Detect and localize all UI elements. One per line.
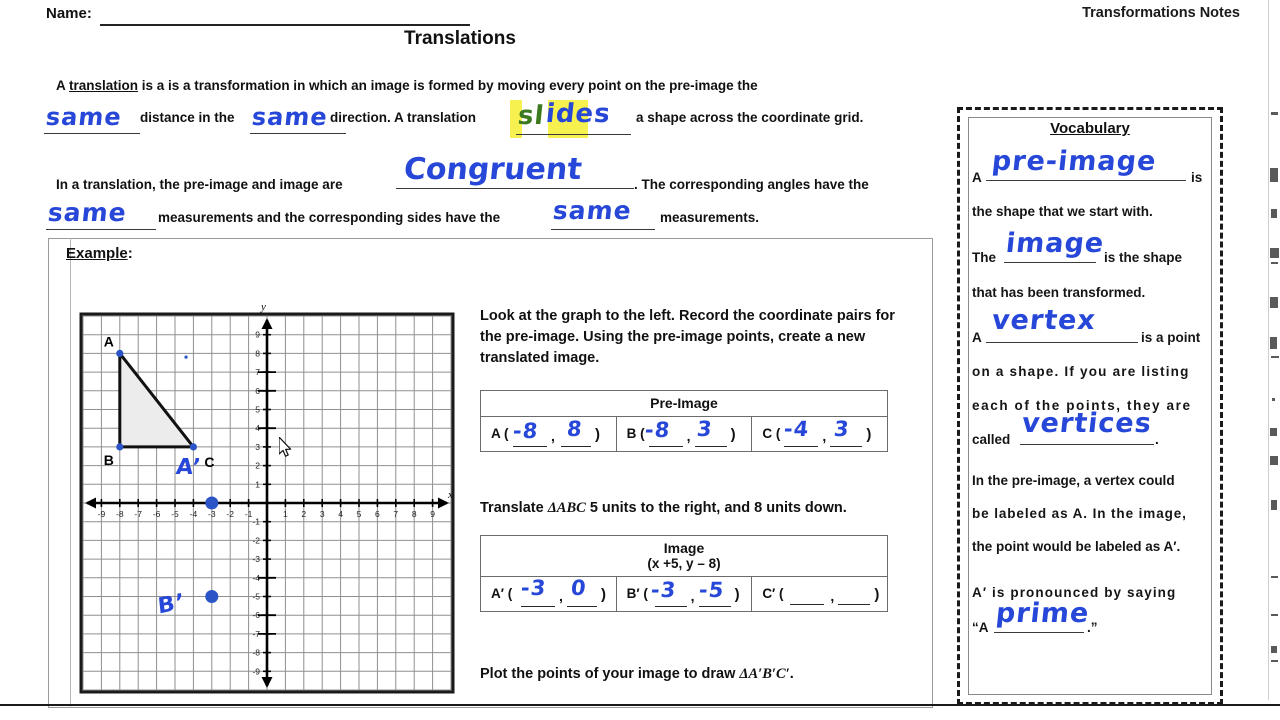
instr2-math: ΔABC bbox=[547, 500, 586, 516]
preimage-a-y-blank bbox=[561, 445, 591, 447]
handwritten-blank-same-1: same bbox=[44, 103, 124, 131]
handwritten-vocab-vertices: vertices bbox=[1020, 408, 1154, 439]
preimage-b-x-blank bbox=[649, 445, 683, 447]
vocab-blank-rule-3 bbox=[986, 342, 1138, 343]
name-blank-line bbox=[100, 24, 470, 26]
translation-underlined-word: translation bbox=[69, 78, 139, 93]
vocabulary-title-text: Vocabulary bbox=[1050, 120, 1130, 137]
vocabulary-title bbox=[957, 120, 1223, 137]
image-table-header-main: Image bbox=[663, 540, 705, 556]
svg-text:-6: -6 bbox=[252, 610, 260, 621]
handwritten-vocab-image: image bbox=[1004, 228, 1106, 259]
preimage-a-x-value: -8 bbox=[511, 419, 540, 443]
coordinate-graph-svg bbox=[78, 300, 456, 695]
blank-rule-1 bbox=[44, 133, 140, 134]
preimage-cell-c[interactable] bbox=[752, 417, 888, 452]
svg-text:3: 3 bbox=[319, 509, 325, 519]
svg-text:3: 3 bbox=[255, 441, 260, 452]
handwritten-blank-slides-blue: ides bbox=[544, 99, 613, 129]
vocab-line8-pre: called bbox=[972, 432, 1011, 447]
image-b-prime-y-blank bbox=[699, 605, 731, 607]
image-c-prime-y-blank bbox=[838, 603, 870, 605]
example-left-margin-rule bbox=[70, 238, 71, 708]
preimage-c-close-paren: ) bbox=[866, 426, 872, 443]
svg-text:8: 8 bbox=[411, 509, 417, 519]
preimage-c-comma: , bbox=[822, 428, 827, 444]
mouse-cursor bbox=[279, 437, 293, 457]
vocab-blank-rule-5 bbox=[994, 632, 1084, 633]
vocab-line8-post: . bbox=[1155, 432, 1159, 447]
svg-text:2: 2 bbox=[255, 460, 260, 471]
preimage-c-label: C ( bbox=[762, 426, 781, 441]
image-a-prime-y-value: 0 bbox=[569, 576, 588, 600]
svg-text:-7: -7 bbox=[134, 509, 142, 519]
svg-text:7: 7 bbox=[255, 367, 260, 378]
image-b-prime-x-blank bbox=[655, 605, 687, 607]
image-cell-c-prime[interactable] bbox=[752, 577, 888, 612]
para2-line1-post: . The corresponding angles have the bbox=[634, 177, 869, 192]
svg-text:2: 2 bbox=[301, 509, 307, 519]
preimage-c-y-blank bbox=[830, 445, 862, 447]
name-label: Name: bbox=[46, 5, 92, 22]
vocab-line1-pre: A bbox=[972, 170, 982, 185]
vocab-line2: the shape that we start with. bbox=[972, 204, 1153, 219]
svg-text:-8: -8 bbox=[252, 647, 260, 658]
intro-line1-post: is a is a transformation in which an image is formed by moving every point on the pre-image the bbox=[138, 78, 758, 93]
blank-rule-2 bbox=[250, 133, 346, 134]
adjacent-page-sliver bbox=[1268, 0, 1280, 700]
svg-text:-2: -2 bbox=[252, 535, 260, 546]
image-b-prime-y-value: -5 bbox=[697, 578, 726, 602]
svg-text:7: 7 bbox=[393, 509, 399, 519]
image-a-prime-comma: , bbox=[559, 588, 563, 604]
svg-text:6: 6 bbox=[375, 509, 380, 519]
svg-text:5: 5 bbox=[356, 509, 362, 519]
instr2-pre: Translate bbox=[480, 500, 548, 516]
preimage-a-x-blank bbox=[513, 445, 547, 447]
para2-line1-pre: In a translation, the pre-image and image are bbox=[56, 177, 343, 192]
svg-text:-3: -3 bbox=[208, 509, 216, 519]
vocab-line5-pre: A bbox=[972, 330, 982, 345]
instructions-paragraph-1: Look at the graph to the left. Record the coordinate pairs for the pre-image. Using the pre-image points, create a new translated image. bbox=[480, 308, 895, 366]
preimage-c-x-blank bbox=[784, 445, 818, 447]
svg-text:-3: -3 bbox=[252, 554, 260, 565]
intro-line2-mid-2: direction. A translation bbox=[330, 110, 477, 125]
vocab-blank-rule-2 bbox=[1004, 262, 1096, 263]
x-axis-label: x bbox=[448, 489, 453, 501]
preimage-cell-a[interactable] bbox=[481, 417, 617, 452]
preimage-a-label: A ( bbox=[491, 426, 509, 441]
preimage-b-y-value: 3 bbox=[695, 417, 714, 441]
page-bottom-divider bbox=[0, 704, 1280, 706]
instr2-post: 5 units to the right, and 8 units down. bbox=[585, 500, 847, 516]
para2-line2-mid: measurements and the corresponding sides have the bbox=[158, 210, 501, 225]
para2-line2-end: measurements. bbox=[660, 210, 760, 225]
svg-text:-5: -5 bbox=[252, 591, 260, 602]
vocab-line1-post: is bbox=[1191, 170, 1203, 185]
preimage-table bbox=[480, 390, 888, 452]
svg-text:8: 8 bbox=[255, 348, 260, 359]
image-b-prime-label: B′ ( bbox=[626, 586, 648, 601]
instructions-paragraph-2 bbox=[480, 500, 847, 517]
svg-text:-1: -1 bbox=[252, 516, 260, 527]
table-header-row bbox=[481, 391, 888, 417]
handwritten-blank-same-3: same bbox=[46, 198, 129, 227]
vocab-line5-post: is a point bbox=[1141, 330, 1201, 345]
blank-rule-5 bbox=[46, 229, 156, 230]
svg-text:B: B bbox=[103, 451, 114, 468]
preimage-b-x-value: -8 bbox=[643, 418, 672, 442]
svg-text:-8: -8 bbox=[116, 509, 124, 519]
handwritten-vocab-vertex: vertex bbox=[990, 305, 1098, 336]
intro-line2-end: a shape across the coordinate grid. bbox=[636, 110, 864, 125]
preimage-b-close-paren: ) bbox=[730, 426, 736, 443]
handwritten-blank-same-4: same bbox=[551, 196, 634, 225]
image-a-prime-close-paren: ) bbox=[601, 586, 606, 603]
vocab-line7: each of the points, they are bbox=[972, 398, 1192, 413]
vocab-line3-pre: The bbox=[972, 250, 997, 265]
preimage-b-y-blank bbox=[695, 445, 727, 447]
svg-text:9: 9 bbox=[255, 329, 260, 340]
svg-text:5: 5 bbox=[255, 404, 260, 415]
vocab-line10: be labeled as A. In the image, bbox=[972, 506, 1187, 521]
image-table bbox=[480, 535, 888, 612]
instructions-paragraph-3 bbox=[480, 666, 794, 683]
vocab-line3-post: is the shape bbox=[1104, 250, 1183, 265]
handwritten-label-a-prime: A’ bbox=[174, 455, 203, 480]
svg-text:-2: -2 bbox=[226, 509, 234, 519]
svg-text:-7: -7 bbox=[252, 628, 260, 639]
image-a-prime-y-blank bbox=[567, 605, 597, 607]
image-cell-b-prime[interactable] bbox=[616, 577, 752, 612]
image-a-prime-x-value: -3 bbox=[519, 576, 548, 600]
page-title: Translations bbox=[404, 28, 516, 49]
image-b-prime-close-paren: ) bbox=[734, 586, 740, 603]
preimage-b-label: B ( bbox=[626, 426, 645, 441]
instr3-math: ΔA′B′C′ bbox=[739, 666, 790, 682]
handwritten-vocab-prime: prime bbox=[994, 598, 1091, 629]
image-c-prime-comma: , bbox=[830, 588, 835, 604]
preimage-a-comma: , bbox=[551, 428, 555, 444]
image-b-prime-comma: , bbox=[690, 588, 695, 604]
instr3-pre: Plot the points of your image to draw bbox=[480, 666, 740, 682]
svg-text:4: 4 bbox=[255, 423, 260, 434]
handwritten-blank-same-2: same bbox=[250, 103, 330, 131]
image-cell-a-prime[interactable] bbox=[481, 577, 617, 612]
svg-text:1: 1 bbox=[255, 479, 260, 490]
svg-text:9: 9 bbox=[430, 509, 435, 519]
handwritten-vocab-preimage: pre-image bbox=[990, 146, 1159, 177]
table-row bbox=[481, 417, 888, 452]
svg-text:4: 4 bbox=[338, 509, 343, 519]
coordinate-graph bbox=[78, 300, 456, 695]
preimage-table-header: Pre-Image bbox=[481, 391, 888, 417]
image-c-prime-label: C′ ( bbox=[762, 586, 784, 601]
vocab-line13-post: .” bbox=[1087, 620, 1098, 635]
svg-text:-6: -6 bbox=[152, 509, 161, 519]
vocab-line12: A′ is pronounced by saying bbox=[972, 585, 1177, 600]
preimage-b-comma: , bbox=[686, 428, 691, 444]
image-a-prime-label: A′ ( bbox=[491, 586, 513, 601]
vocab-line13-pre: “A bbox=[972, 620, 989, 635]
intro-line-1 bbox=[56, 78, 758, 93]
preimage-c-x-value: -4 bbox=[783, 417, 811, 441]
svg-text:-1: -1 bbox=[244, 509, 253, 519]
svg-text:-4: -4 bbox=[252, 572, 260, 583]
handwritten-blank-slides-green: sl bbox=[516, 101, 546, 131]
vocab-line6: on a shape. If you are listing bbox=[972, 364, 1190, 379]
preimage-c-y-value: 3 bbox=[833, 417, 852, 441]
svg-text:-5: -5 bbox=[171, 509, 179, 519]
image-table-header-rule: (x +5, y – 8) bbox=[647, 556, 721, 571]
svg-text:A: A bbox=[103, 333, 114, 350]
table-header-row bbox=[481, 536, 888, 577]
document-kicker: Transformations Notes bbox=[1082, 5, 1240, 21]
preimage-cell-b[interactable] bbox=[616, 417, 752, 452]
image-table-header bbox=[481, 536, 888, 577]
image-c-prime-close-paren: ) bbox=[874, 586, 880, 603]
example-label-colon: : bbox=[127, 245, 133, 262]
preimage-a-close-paren: ) bbox=[595, 426, 600, 443]
vocab-line4: that has been transformed. bbox=[972, 285, 1146, 300]
vocab-line11: the point would be labeled as A′. bbox=[972, 539, 1181, 554]
image-a-prime-x-blank bbox=[521, 605, 555, 607]
blank-rule-6 bbox=[551, 229, 655, 230]
blank-rule-4 bbox=[396, 188, 634, 189]
image-b-prime-x-value: -3 bbox=[649, 578, 678, 602]
svg-text:6: 6 bbox=[255, 385, 260, 396]
image-c-prime-x-blank bbox=[790, 603, 824, 605]
svg-text:1: 1 bbox=[283, 509, 288, 519]
intro-line2-mid-1: distance in the bbox=[140, 110, 235, 125]
preimage-a-y-value: 8 bbox=[565, 417, 584, 441]
handwritten-blank-congruent: Congruent bbox=[402, 152, 584, 187]
handwritten-label-b-prime: B’ bbox=[156, 589, 187, 620]
example-label bbox=[66, 245, 133, 262]
svg-text:-9: -9 bbox=[252, 666, 260, 677]
y-axis-label: y bbox=[261, 301, 266, 313]
example-label-word: Example bbox=[66, 245, 128, 262]
blank-rule-3 bbox=[516, 134, 631, 135]
svg-text:C: C bbox=[204, 453, 215, 470]
table-row bbox=[481, 577, 888, 612]
svg-text:-9: -9 bbox=[97, 509, 106, 519]
svg-text:-4: -4 bbox=[189, 509, 198, 519]
vocab-line9: In the pre-image, a vertex could bbox=[972, 473, 1175, 488]
intro-line1-pre: A bbox=[56, 78, 69, 93]
instr3-post: . bbox=[789, 666, 794, 682]
vocab-blank-rule-4 bbox=[1020, 444, 1154, 445]
vocab-blank-rule-1 bbox=[986, 180, 1186, 181]
